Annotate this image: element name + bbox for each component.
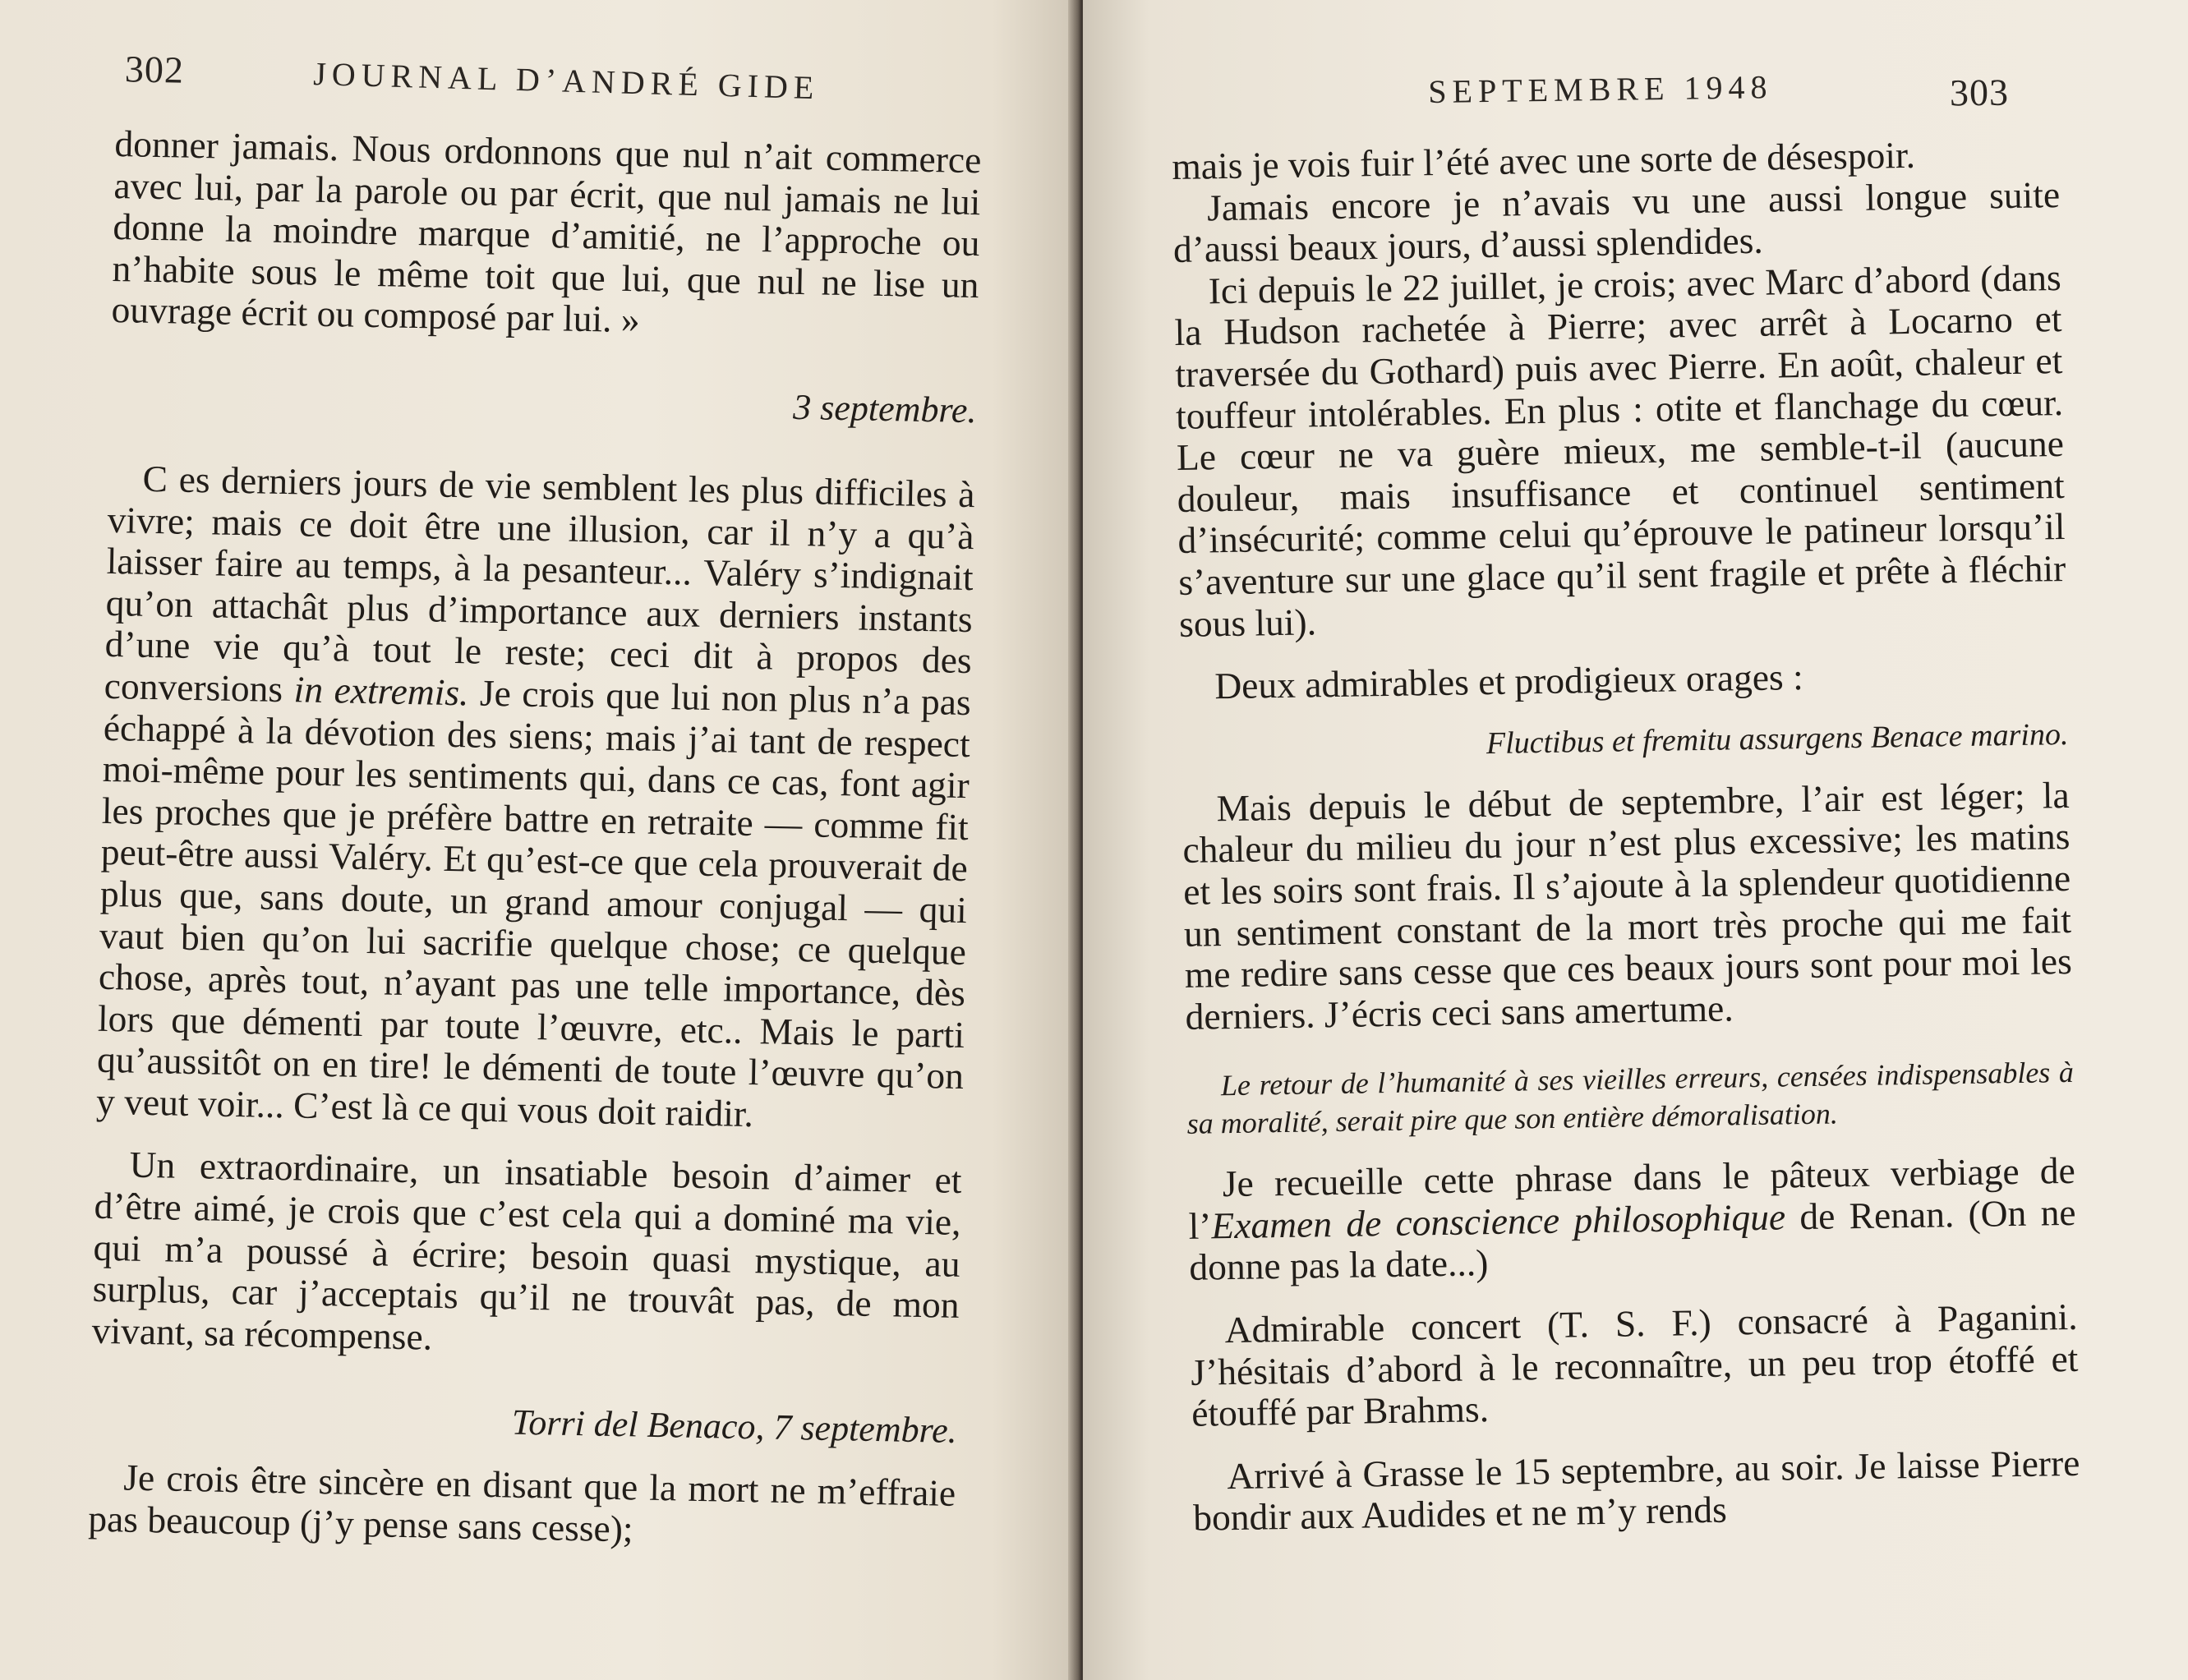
right-running-head: SEPTEMBRE 1948	[1428, 68, 1773, 110]
left-running-head: JOURNAL D’ANDRÉ GIDE	[312, 54, 820, 107]
left-page	[0, 0, 1078, 1680]
paragraph	[1187, 1150, 2076, 1289]
left-text-block	[88, 123, 982, 1557]
right-page	[1083, 0, 2188, 1680]
left-folio: 302	[124, 48, 185, 91]
paragraph: Ici depuis le 22 juillet, je crois; avec Marc d’abord (dans la Hudson rachetée à Pierre; avec arrêt à Locarno et traversée du Gothard) puis avec Pierre. En août, chaleur et touffeur intolérables. En plus : otite et flanchage du cœur. Le cœur ne va guère mieux, me semble-t-il (aucune douleur, mais insuffisance et continuel sentiment d’insécurité; comme celui qu’éprouve le patineur lorsqu’il s’aventure sur une glace qu’il sent fragile et prête à fléchir sous lui).	[1174, 255, 2066, 645]
paragraph: Admirable concert (T. S. F.) consacré à Paganini. J’hésitais d’abord à le reconnaître, un peu trop étoffé et étouffé par Brahms.	[1191, 1295, 2079, 1435]
quotation: Le retour de l’humanité à ses vieilles erreurs, censées indispensables à sa moralité, serait pire que son entière démoralisation.	[1186, 1056, 2075, 1141]
paragraph: mais je vois fuir l’été avec une sorte de désespoir.	[1171, 133, 1916, 187]
right-text-block	[1172, 132, 2081, 1540]
paragraph: Un extraordinaire, un insatiable besoin d’aimer et d’être aimé, je crois que c’est cela qui a dominé ma vie, qui m’a poussé à écrire; besoin quasi mystique, au surplus, car j’acceptais qu’il ne trouvât pas, de mon vivant, sa récompense.	[91, 1144, 962, 1358]
paragraph-text: C es derniers jours de vie semblent les plus difficiles à vivre; mais ce doit être une illusion, car il n’y a qu’à laisser faire au temps, à la pesanteur... Valéry s’indignait qu’on attachât plus d’importance aux derniers instants d’une vie qu’à tout le reste; ceci dit à propos des conversions	[104, 457, 976, 711]
paragraph-text: de Renan. (On ne donne pas la date...)	[1189, 1190, 2076, 1289]
paragraph-text: Je crois que lui non plus n’a pas échappé à la dévotion des siens; mais j’ai tant de respect moi-même pour les sentiments qui, dans ce cas, font agir les proches que je préfère battre en retraite — comme fit peut-être aussi Valéry. Et qu’est-ce que cela prouverait de plus que, sans doute, un grand amour conjugal — qui vaut bien qu’on lui sacrifie quelque chose; ce quelque chose, après tout, n’ayant pas une telle importance, dès lors que démenti par toute l’œuvre, etc.. Mais le parti qu’aussitôt on en tire! le démenti de toute l’œuvre qu’on y veut voir... C’est là ce qui vous doit raidir.	[95, 671, 972, 1135]
paragraph: Je crois être sincère en disant que la mort ne m’effraie pas beaucoup (j’y pense sans cesse);	[87, 1456, 956, 1550]
paragraph	[96, 458, 975, 1139]
paragraph: Jamais encore je n’avais vu une aussi longue suite d’aussi beaux jours, d’aussi splendides.	[1172, 173, 2061, 271]
book-title: Examen de conscience philosophique	[1211, 1195, 1786, 1247]
paragraph: Deux admirables et prodigieux orages :	[1214, 656, 1804, 707]
date-heading: 3 septembre.	[792, 386, 977, 431]
date-heading: Torri del Benaco, 7 septembre.	[511, 1402, 958, 1452]
paragraph-text: Je recueille cette phrase dans le pâteux verbiage de l’	[1188, 1149, 2076, 1247]
epigraph: Fluctibus et fremitu assurgens Benace marino.	[1486, 716, 2069, 761]
right-folio: 303	[1949, 71, 2010, 114]
paragraph: Arrivé à Grasse le 15 septembre, au soir. Je laisse Pierre bondir aux Audides et ne m’y rends	[1192, 1441, 2080, 1540]
paragraph: donner jamais. Nous ordonnons que nul n’ait commerce avec lui, par la parole ou par écrit, que nul jamais ne lui donne la moindre marque d’amitié, ne l’approche ou n’habite sous le même toit que lui, que nul ne lise un ouvrage écrit ou composé par lui. »	[111, 122, 982, 341]
paragraph: Mais depuis le début de septembre, l’air est léger; la chaleur du milieu du jour n’est plus excessive; les matins et les soirs sont frais. Il s’ajoute à la splendeur quotidienne un sentiment constant de la mort très proche qui me fait me redire sans cesse que ces beaux jours sont pour moi les derniers. J’écris ceci sans amertume.	[1182, 773, 2073, 1038]
italic-phrase: in extremis.	[293, 668, 469, 714]
